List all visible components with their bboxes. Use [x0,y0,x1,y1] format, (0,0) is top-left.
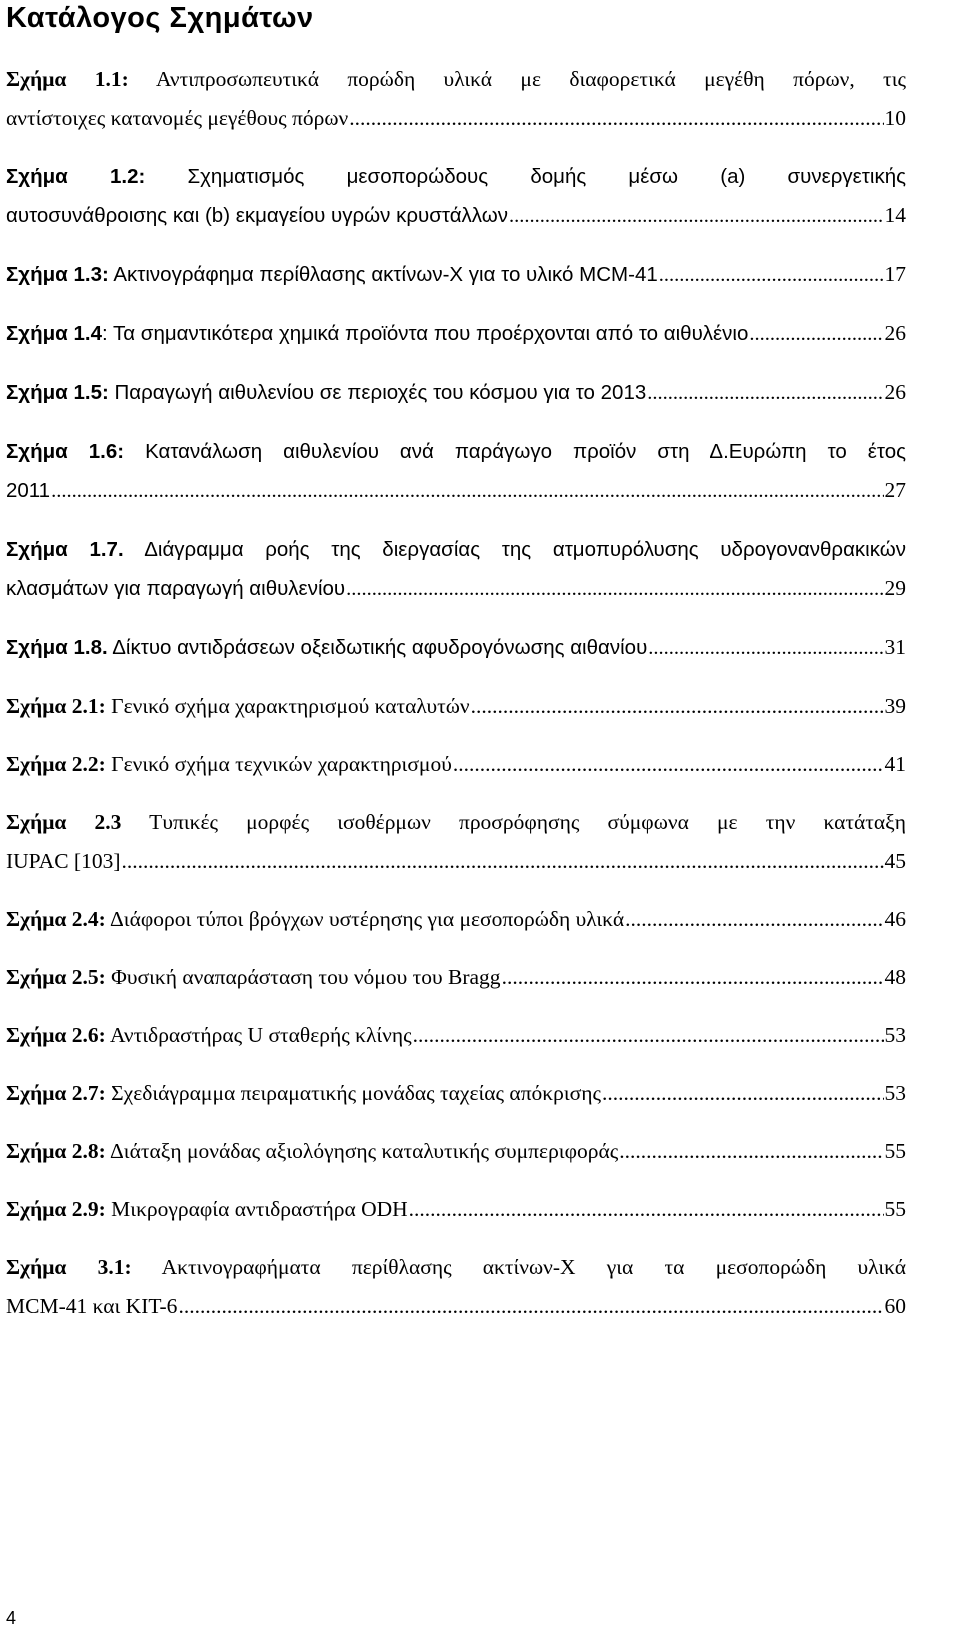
list-of-figures-entry [6,628,906,668]
figure-label: Σχήμα 2.9: [6,1197,106,1221]
dot-leader [749,315,883,354]
page-ref: 53 [884,1023,906,1047]
dot-leader [659,256,884,295]
entry-text: Διάγραμμα ροής της διεργασίας της ατμοπυρόλυσης υδρογονανθρακικών [123,538,906,561]
dot-leader [502,958,884,997]
entry-line [6,432,906,471]
entry-line [6,842,906,881]
list-of-figures-entry [6,314,906,354]
entry-line [6,314,906,354]
entry-line [6,99,906,138]
entry-line [6,569,906,609]
list-of-figures-entry [6,60,906,138]
page-title: Κατάλογος Σχημάτων [6,2,314,34]
figure-label: Σχήμα 2.5: [6,965,106,989]
dot-leader [625,900,883,939]
entry-line [6,1074,906,1113]
dot-leader [413,1016,884,1055]
entry-text: Παραγωγή αιθυλενίου σε περιοχές του κόσμου για το 2013 [108,381,647,404]
list-of-figures-entry [6,1016,906,1055]
page-number: 4 [6,1608,17,1628]
page-ref: 26 [884,380,906,404]
entry-line [6,745,906,784]
list-of-figures-entry [6,958,906,997]
entry-text: Γενικό σχήμα χαρακτηρισμού καταλυτών [105,694,470,718]
figure-label: Σχήμα 2.1: [6,694,106,718]
list-of-figures-entry [6,1074,906,1113]
page-ref: 55 [884,1197,906,1221]
page-ref: 39 [884,694,906,718]
dot-leader [346,570,883,609]
entry-text: Αντιπροσωπευτικά πορώδη υλικά με διαφορετικά μεγέθη πόρων, τις [128,67,906,91]
entry-line [6,255,906,295]
entry-text: : Τα σημαντικότερα χημικά προϊόντα που προέρχονται από το αιθυλένιο [101,322,749,345]
entry-text: αυτοσυνάθροισης και (b) εκμαγείου υγρών κρυστάλλων [6,204,508,227]
entry-line [6,1248,906,1287]
list-of-figures-entry [6,803,906,881]
list-of-figures-entry [6,1248,906,1326]
entry-text: 2011 [6,479,51,502]
list-of-figures-entry [6,745,906,784]
entry-line [6,900,906,939]
entry-text: Δίκτυο αντιδράσεων οξειδωτικής αφυδρογόνωσης αιθανίου [107,636,648,659]
entry-text: Κατανάλωση αιθυλενίου ανά παράγωγο προϊόν στη Δ.Ευρώπη το έτος [124,440,906,463]
figure-label: Σχήμα 2.2: [6,752,106,776]
entry-line [6,60,906,99]
dot-leader [51,472,883,511]
entry-line [6,373,906,413]
page-ref: 29 [884,576,906,600]
entry-text: Ακτινογραφήματα περίθλασης ακτίνων-Χ για τα μεσοπορώδη υλικά [131,1255,907,1279]
list-of-figures-entry [6,157,906,236]
page-ref: 27 [884,478,906,502]
entry-text: Αντιδραστήρας U σταθερής κλίνης [105,1023,412,1047]
page-ref: 10 [884,106,906,130]
dot-leader [349,99,883,138]
dot-leader [619,1132,883,1171]
dot-leader [121,842,883,881]
dot-leader [647,374,883,413]
page-ref: 48 [884,965,906,989]
list-of-figures-entry [6,530,906,609]
dot-leader [178,1287,883,1326]
entry-line [6,530,906,569]
list-of-figures-entry [6,1190,906,1229]
entry-text: κλασμάτων για παραγωγή αιθυλενίου [6,577,346,600]
entry-text: Γενικό σχήμα τεχνικών χαρακτηρισμού [105,752,452,776]
entry-text: Τυπικές μορφές ισοθέρμων προσρόφησης σύμφωνα με την κατάταξη [121,810,907,834]
figure-label: Σχήμα 1.8. [6,636,108,659]
figure-label: Σχήμα 1.2: [6,165,146,188]
figure-label: Σχήμα 1.6: [6,440,125,463]
page-ref: 41 [884,752,906,776]
list-of-figures-entry [6,373,906,413]
figure-label: Σχήμα 1.7. [6,538,124,561]
page-ref: 53 [884,1081,906,1105]
figure-label: Σχήμα 1.1: [6,67,129,91]
dot-leader [453,745,884,784]
entry-line [6,1190,906,1229]
dot-leader [409,1190,884,1229]
entry-text: Σχεδιάγραμμα πειραματικής μονάδας ταχείας απόκρισης [105,1081,601,1105]
entry-text: MCM-41 και KIT-6 [6,1294,178,1318]
figure-list [6,60,906,1345]
list-of-figures-entry [6,687,906,726]
dot-leader [602,1074,884,1113]
figure-label: Σχήμα 1.3: [6,263,109,286]
entry-line [6,958,906,997]
figure-label: Σχήμα 3.1: [6,1255,132,1279]
entry-line [6,157,906,196]
entry-text: IUPAC [103] [6,849,121,873]
figure-label: Σχήμα 2.7: [6,1081,106,1105]
entry-text: Διάταξη μονάδας αξιολόγησης καταλυτικής συμπεριφοράς [105,1139,619,1163]
entry-line [6,1132,906,1171]
entry-line [6,471,906,511]
page-ref: 45 [884,849,906,873]
list-of-figures-entry [6,900,906,939]
entry-text: Σχηματισμός μεσοπορώδους δομής μέσω (a) συνεργετικής [145,165,906,188]
entry-line [6,803,906,842]
dot-leader [648,629,883,668]
figure-label: Σχήμα 2.4: [6,907,106,931]
figure-label: Σχήμα 1.4 [6,322,102,345]
entry-text: Φυσική αναπαράσταση του νόμου του Bragg [105,965,501,989]
entry-text: Ακτινογράφημα περίθλασης ακτίνων-X για το υλικό MCM-41 [108,263,658,286]
entry-line [6,687,906,726]
page-ref: 14 [884,203,906,227]
figure-label: Σχήμα 2.3 [6,810,122,834]
entry-text: Διάφοροι τύποι βρόγχων υστέρησης για μεσοπορώδη υλικά [105,907,625,931]
entry-text: Μικρογραφία αντιδραστήρα ODH [105,1197,408,1221]
entry-line [6,196,906,236]
page-ref: 46 [884,907,906,931]
page-ref: 26 [884,321,906,345]
entry-text: αντίστοιχες κατανομές μεγέθους πόρων [6,106,349,130]
list-of-figures-entry [6,1132,906,1171]
list-of-figures-entry [6,432,906,511]
figure-label: Σχήμα 2.8: [6,1139,106,1163]
page-ref: 55 [884,1139,906,1163]
entry-line [6,628,906,668]
entry-line [6,1287,906,1326]
figure-label: Σχήμα 1.5: [6,381,109,404]
page-ref: 31 [884,635,906,659]
dot-leader [509,197,884,236]
page-ref: 17 [884,262,906,286]
page-ref: 60 [884,1294,906,1318]
entry-line [6,1016,906,1055]
dot-leader [471,687,884,726]
figure-label: Σχήμα 2.6: [6,1023,106,1047]
list-of-figures-entry [6,255,906,295]
